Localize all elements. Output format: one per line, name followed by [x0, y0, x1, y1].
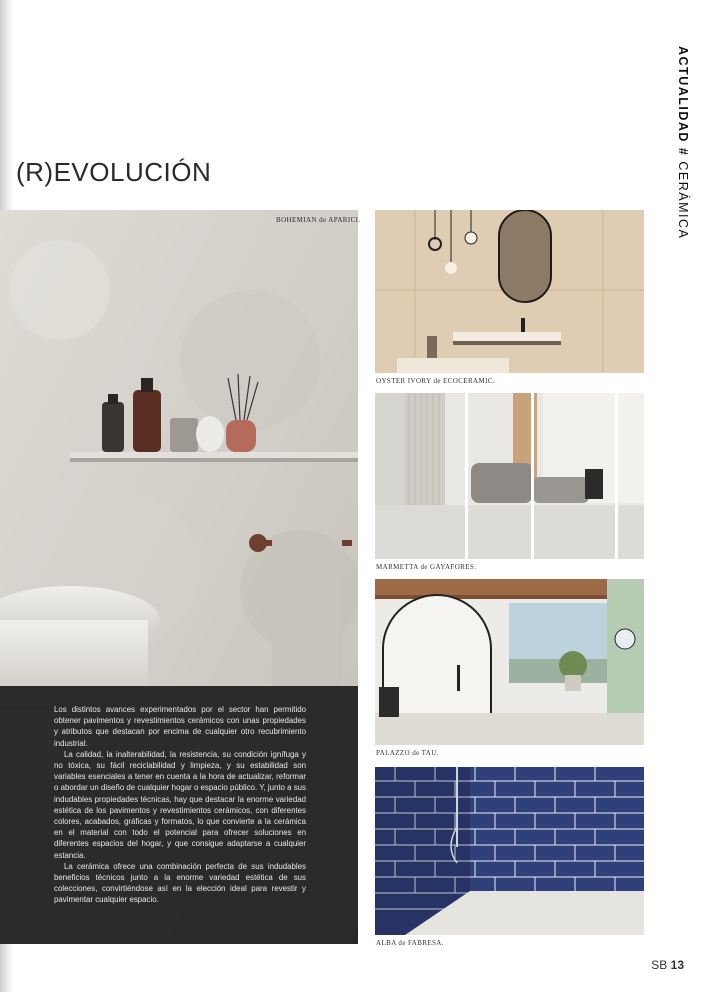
caption-bohemian: BOHEMIAN de APARICI.: [276, 216, 361, 224]
caption-marmetta: MARMETTA de GAYAFORES.: [376, 563, 477, 571]
oyster-ivory-photo: [375, 210, 644, 373]
body-paragraph-2: La calidad, la inalterabilidad, la resistencia, su condición ignífuga y no tóxica, su fácil reciclabilidad y limpieza, y su estabilidad son variables esenciales a tener en cuenta a la hora de actualizar, reformar o abordar un diseño de cualquier hogar o espacio público. Y, junto a sus indudables propiedades técnicas, hay que destacar la enorme variedad estética de los pavimentos y revestimientos cerámicos, con diferentes colores, acabados, gráficas y formatos, lo que convierte a la cerámica en el material con todo el potencial para ofrecer soluciones en diferentes espacios del hogar, y que consigue adaptarse a cualquier estancia.: [54, 749, 306, 860]
body-paragraph-3: La cerámica ofrece una combinación perfecta de sus indudables beneficios técnicos junto a la enorme variedad estética de sus colecciones, convirtiéndose así en la elección ideal para revestir y pavimentar cualquier espacio.: [54, 861, 306, 905]
body-paragraph-1: Los distintos avances experimentados por el sector han permitido obtener pavimentos y revestimientos cerámicos con unas propiedades y atributos que destacan por encima de cualquier otro recubrimiento industrial.: [54, 705, 306, 748]
section-tag-light: CERÁMICA: [676, 161, 690, 240]
article-text-box: [0, 686, 358, 944]
article-body: [54, 704, 306, 906]
section-tag-bold: ACTUALIDAD #: [676, 46, 690, 157]
section-tag: [662, 46, 690, 240]
alba-photo: [375, 767, 644, 935]
magazine-initials: SB: [651, 958, 668, 972]
marmetta-photo: [375, 393, 644, 559]
caption-alba: ALBA de FABRESA.: [376, 939, 444, 947]
caption-palazzo: PALAZZO de TAU.: [376, 749, 439, 757]
page-number: 13: [670, 958, 684, 972]
caption-oyster: OYSTER IVORY de ECOCERAMIC.: [376, 377, 496, 385]
palazzo-photo: [375, 579, 644, 745]
article-title: (R)EVOLUCIÓN: [16, 157, 212, 187]
page-footer: [651, 958, 684, 972]
